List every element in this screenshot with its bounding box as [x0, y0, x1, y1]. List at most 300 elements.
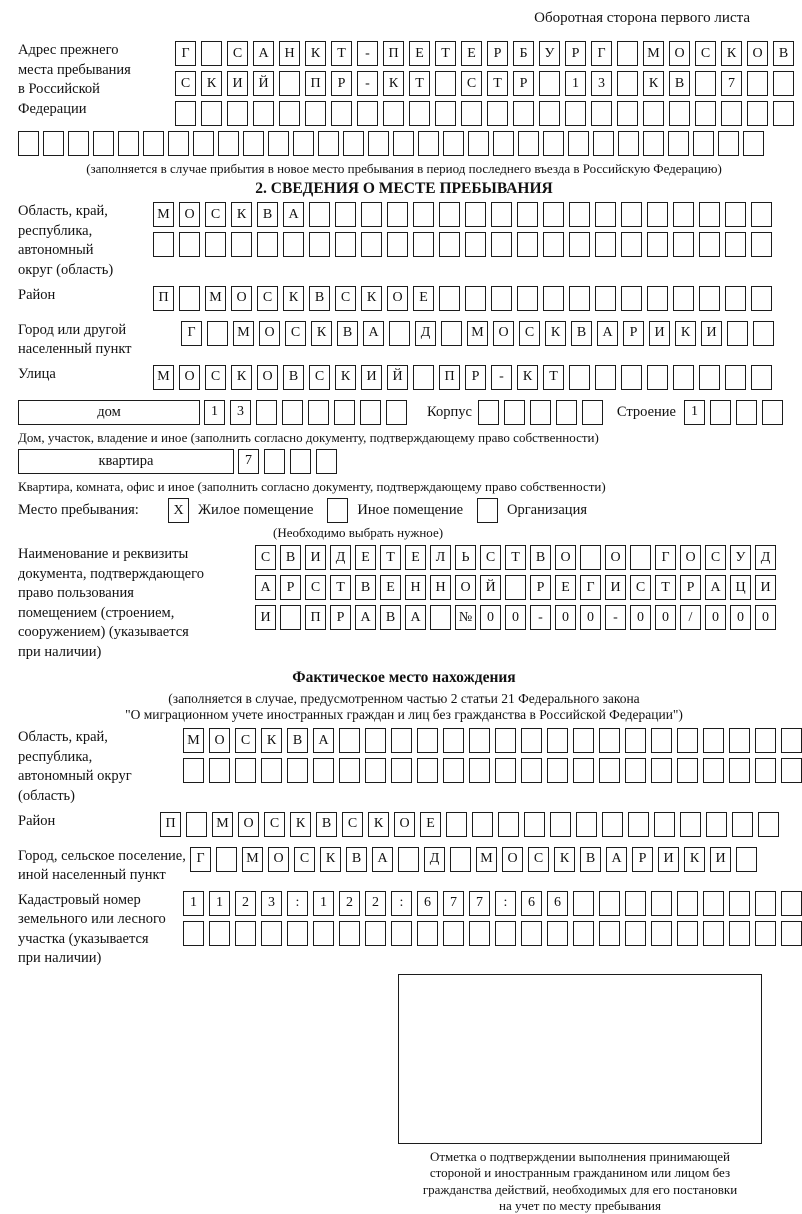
char-cell[interactable]: [580, 545, 601, 570]
char-cell[interactable]: 1: [204, 400, 225, 425]
char-cell[interactable]: [517, 286, 538, 311]
char-cell[interactable]: И: [305, 545, 326, 570]
char-cell[interactable]: Е: [405, 545, 426, 570]
char-cell[interactable]: [703, 728, 724, 753]
char-cell[interactable]: М: [153, 365, 174, 390]
char-cell[interactable]: М: [205, 286, 226, 311]
char-cell[interactable]: С: [227, 41, 248, 66]
char-cell[interactable]: Г: [181, 321, 202, 346]
char-cell[interactable]: 0: [555, 605, 576, 630]
char-cell[interactable]: [469, 921, 490, 946]
char-cell[interactable]: [235, 921, 256, 946]
char-cell[interactable]: [547, 728, 568, 753]
char-cell[interactable]: [721, 101, 742, 126]
char-cell[interactable]: [216, 847, 237, 872]
char-cell[interactable]: 1: [565, 71, 586, 96]
char-cell[interactable]: [383, 101, 404, 126]
char-cell[interactable]: [550, 812, 571, 837]
char-cell[interactable]: [491, 232, 512, 257]
char-cell[interactable]: [732, 812, 753, 837]
char-cell[interactable]: [755, 891, 776, 916]
char-cell[interactable]: [205, 232, 226, 257]
char-cell[interactable]: К: [231, 202, 252, 227]
char-cell[interactable]: О: [259, 321, 280, 346]
char-cell[interactable]: И: [255, 605, 276, 630]
char-cell[interactable]: [751, 232, 772, 257]
char-cell[interactable]: Р: [530, 575, 551, 600]
char-cell[interactable]: [751, 365, 772, 390]
char-cell[interactable]: О: [555, 545, 576, 570]
char-cell[interactable]: А: [597, 321, 618, 346]
char-cell[interactable]: [743, 131, 764, 156]
char-cell[interactable]: К: [675, 321, 696, 346]
char-cell[interactable]: /: [680, 605, 701, 630]
char-cell[interactable]: [647, 202, 668, 227]
char-cell[interactable]: Е: [420, 812, 441, 837]
char-cell[interactable]: П: [153, 286, 174, 311]
char-cell[interactable]: [264, 449, 285, 474]
char-cell[interactable]: В: [773, 41, 794, 66]
char-cell[interactable]: -: [491, 365, 512, 390]
char-cell[interactable]: С: [342, 812, 363, 837]
char-cell[interactable]: [521, 921, 542, 946]
char-cell[interactable]: [729, 758, 750, 783]
char-cell[interactable]: [439, 286, 460, 311]
char-cell[interactable]: [257, 232, 278, 257]
char-cell[interactable]: [287, 758, 308, 783]
char-cell[interactable]: [677, 758, 698, 783]
char-cell[interactable]: [593, 131, 614, 156]
char-cell[interactable]: Т: [330, 575, 351, 600]
char-cell[interactable]: О: [394, 812, 415, 837]
char-cell[interactable]: У: [730, 545, 751, 570]
char-cell[interactable]: [335, 232, 356, 257]
char-cell[interactable]: [729, 728, 750, 753]
char-cell[interactable]: [279, 71, 300, 96]
char-cell[interactable]: [179, 232, 200, 257]
char-cell[interactable]: С: [257, 286, 278, 311]
char-cell[interactable]: [773, 101, 794, 126]
char-cell[interactable]: А: [705, 575, 726, 600]
char-cell[interactable]: [595, 286, 616, 311]
char-cell[interactable]: [287, 921, 308, 946]
char-cell[interactable]: [755, 728, 776, 753]
char-cell[interactable]: С: [205, 202, 226, 227]
char-cell[interactable]: О: [179, 365, 200, 390]
char-cell[interactable]: 3: [230, 400, 251, 425]
char-cell[interactable]: [513, 101, 534, 126]
char-cell[interactable]: 7: [443, 891, 464, 916]
char-cell[interactable]: [334, 400, 355, 425]
char-cell[interactable]: А: [255, 575, 276, 600]
char-cell[interactable]: К: [335, 365, 356, 390]
char-cell[interactable]: О: [231, 286, 252, 311]
char-cell[interactable]: Г: [175, 41, 196, 66]
char-cell[interactable]: [617, 41, 638, 66]
char-cell[interactable]: Т: [380, 545, 401, 570]
char-cell[interactable]: Т: [543, 365, 564, 390]
char-cell[interactable]: К: [231, 365, 252, 390]
char-cell[interactable]: Р: [632, 847, 653, 872]
char-cell[interactable]: Р: [330, 605, 351, 630]
char-cell[interactable]: [651, 758, 672, 783]
char-cell[interactable]: Г: [591, 41, 612, 66]
char-cell[interactable]: Е: [555, 575, 576, 600]
char-cell[interactable]: [491, 286, 512, 311]
char-cell[interactable]: [391, 921, 412, 946]
char-cell[interactable]: [168, 131, 189, 156]
inoe-checkbox[interactable]: [327, 498, 348, 523]
char-cell[interactable]: [153, 232, 174, 257]
char-cell[interactable]: [565, 101, 586, 126]
char-cell[interactable]: [582, 400, 603, 425]
char-cell[interactable]: [389, 321, 410, 346]
char-cell[interactable]: К: [290, 812, 311, 837]
char-cell[interactable]: [651, 728, 672, 753]
char-cell[interactable]: [673, 365, 694, 390]
char-cell[interactable]: [417, 921, 438, 946]
char-cell[interactable]: [547, 921, 568, 946]
char-cell[interactable]: О: [257, 365, 278, 390]
char-cell[interactable]: [469, 728, 490, 753]
char-cell[interactable]: [461, 101, 482, 126]
char-cell[interactable]: [175, 101, 196, 126]
char-cell[interactable]: [617, 71, 638, 96]
char-cell[interactable]: [491, 202, 512, 227]
char-cell[interactable]: [643, 101, 664, 126]
char-cell[interactable]: [290, 449, 311, 474]
char-cell[interactable]: 1: [183, 891, 204, 916]
char-cell[interactable]: Н: [279, 41, 300, 66]
char-cell[interactable]: О: [680, 545, 701, 570]
char-cell[interactable]: В: [316, 812, 337, 837]
char-cell[interactable]: -: [530, 605, 551, 630]
char-cell[interactable]: Н: [430, 575, 451, 600]
char-cell[interactable]: [625, 891, 646, 916]
char-cell[interactable]: [781, 758, 802, 783]
char-cell[interactable]: [573, 728, 594, 753]
char-cell[interactable]: 1: [209, 891, 230, 916]
char-cell[interactable]: [539, 101, 560, 126]
char-cell[interactable]: [478, 400, 499, 425]
char-cell[interactable]: [568, 131, 589, 156]
char-cell[interactable]: К: [368, 812, 389, 837]
char-cell[interactable]: О: [268, 847, 289, 872]
char-cell[interactable]: К: [201, 71, 222, 96]
char-cell[interactable]: [218, 131, 239, 156]
char-cell[interactable]: [747, 101, 768, 126]
char-cell[interactable]: [680, 812, 701, 837]
char-cell[interactable]: С: [309, 365, 330, 390]
char-cell[interactable]: [308, 400, 329, 425]
char-cell[interactable]: [628, 812, 649, 837]
char-cell[interactable]: [505, 575, 526, 600]
char-cell[interactable]: М: [153, 202, 174, 227]
char-cell[interactable]: [387, 202, 408, 227]
char-cell[interactable]: Е: [413, 286, 434, 311]
char-cell[interactable]: -: [605, 605, 626, 630]
char-cell[interactable]: Р: [513, 71, 534, 96]
char-cell[interactable]: [465, 286, 486, 311]
char-cell[interactable]: [699, 232, 720, 257]
char-cell[interactable]: С: [294, 847, 315, 872]
char-cell[interactable]: [647, 286, 668, 311]
char-cell[interactable]: И: [649, 321, 670, 346]
char-cell[interactable]: Д: [755, 545, 776, 570]
char-cell[interactable]: [439, 202, 460, 227]
char-cell[interactable]: [695, 101, 716, 126]
char-cell[interactable]: [318, 131, 339, 156]
char-cell[interactable]: [413, 232, 434, 257]
char-cell[interactable]: [595, 365, 616, 390]
char-cell[interactable]: [439, 232, 460, 257]
char-cell[interactable]: [651, 891, 672, 916]
char-cell[interactable]: [729, 921, 750, 946]
char-cell[interactable]: 0: [580, 605, 601, 630]
char-cell[interactable]: [569, 365, 590, 390]
char-cell[interactable]: [654, 812, 675, 837]
char-cell[interactable]: К: [261, 728, 282, 753]
char-cell[interactable]: [268, 131, 289, 156]
char-cell[interactable]: [43, 131, 64, 156]
char-cell[interactable]: [313, 921, 334, 946]
char-cell[interactable]: [543, 131, 564, 156]
char-cell[interactable]: [643, 131, 664, 156]
char-cell[interactable]: К: [684, 847, 705, 872]
char-cell[interactable]: [495, 921, 516, 946]
char-cell[interactable]: А: [405, 605, 426, 630]
char-cell[interactable]: [599, 758, 620, 783]
char-cell[interactable]: И: [361, 365, 382, 390]
char-cell[interactable]: В: [257, 202, 278, 227]
char-cell[interactable]: 1: [313, 891, 334, 916]
char-cell[interactable]: А: [253, 41, 274, 66]
char-cell[interactable]: Т: [487, 71, 508, 96]
char-cell[interactable]: С: [285, 321, 306, 346]
char-cell[interactable]: Е: [355, 545, 376, 570]
char-cell[interactable]: И: [658, 847, 679, 872]
char-cell[interactable]: [618, 131, 639, 156]
char-cell[interactable]: [443, 758, 464, 783]
char-cell[interactable]: Г: [655, 545, 676, 570]
char-cell[interactable]: [736, 400, 757, 425]
char-cell[interactable]: С: [255, 545, 276, 570]
char-cell[interactable]: [630, 545, 651, 570]
char-cell[interactable]: [201, 41, 222, 66]
char-cell[interactable]: 2: [365, 891, 386, 916]
char-cell[interactable]: Л: [430, 545, 451, 570]
char-cell[interactable]: [699, 365, 720, 390]
char-cell[interactable]: [441, 321, 462, 346]
char-cell[interactable]: [193, 131, 214, 156]
char-cell[interactable]: [758, 812, 779, 837]
char-cell[interactable]: [365, 921, 386, 946]
char-cell[interactable]: С: [695, 41, 716, 66]
char-cell[interactable]: [706, 812, 727, 837]
char-cell[interactable]: [465, 232, 486, 257]
char-cell[interactable]: [524, 812, 545, 837]
char-cell[interactable]: [472, 812, 493, 837]
organizaciya-checkbox[interactable]: [477, 498, 498, 523]
char-cell[interactable]: Й: [387, 365, 408, 390]
char-cell[interactable]: И: [755, 575, 776, 600]
char-cell[interactable]: [339, 728, 360, 753]
char-cell[interactable]: 0: [655, 605, 676, 630]
char-cell[interactable]: [595, 232, 616, 257]
char-cell[interactable]: [243, 131, 264, 156]
char-cell[interactable]: [718, 131, 739, 156]
char-cell[interactable]: [573, 921, 594, 946]
char-cell[interactable]: К: [643, 71, 664, 96]
char-cell[interactable]: [305, 101, 326, 126]
char-cell[interactable]: 7: [238, 449, 259, 474]
char-cell[interactable]: [393, 131, 414, 156]
char-cell[interactable]: К: [545, 321, 566, 346]
char-cell[interactable]: Е: [409, 41, 430, 66]
char-cell[interactable]: [703, 758, 724, 783]
zhiloe-checkbox[interactable]: X: [168, 498, 189, 523]
char-cell[interactable]: 3: [261, 891, 282, 916]
char-cell[interactable]: [235, 758, 256, 783]
char-cell[interactable]: П: [160, 812, 181, 837]
char-cell[interactable]: [569, 232, 590, 257]
char-cell[interactable]: [256, 400, 277, 425]
char-cell[interactable]: [493, 131, 514, 156]
char-cell[interactable]: 0: [755, 605, 776, 630]
char-cell[interactable]: Г: [580, 575, 601, 600]
char-cell[interactable]: О: [238, 812, 259, 837]
char-cell[interactable]: :: [495, 891, 516, 916]
char-cell[interactable]: [443, 728, 464, 753]
char-cell[interactable]: [201, 101, 222, 126]
char-cell[interactable]: К: [283, 286, 304, 311]
char-cell[interactable]: А: [606, 847, 627, 872]
char-cell[interactable]: [309, 232, 330, 257]
char-cell[interactable]: О: [502, 847, 523, 872]
char-cell[interactable]: [599, 728, 620, 753]
char-cell[interactable]: [339, 758, 360, 783]
char-cell[interactable]: О: [605, 545, 626, 570]
char-cell[interactable]: В: [355, 575, 376, 600]
char-cell[interactable]: [517, 232, 538, 257]
char-cell[interactable]: [409, 101, 430, 126]
char-cell[interactable]: О: [747, 41, 768, 66]
char-cell[interactable]: М: [242, 847, 263, 872]
char-cell[interactable]: [183, 758, 204, 783]
char-cell[interactable]: [781, 921, 802, 946]
char-cell[interactable]: [435, 101, 456, 126]
char-cell[interactable]: [699, 286, 720, 311]
char-cell[interactable]: В: [287, 728, 308, 753]
char-cell[interactable]: [335, 202, 356, 227]
char-cell[interactable]: [504, 400, 525, 425]
char-cell[interactable]: [430, 605, 451, 630]
char-cell[interactable]: К: [311, 321, 332, 346]
char-cell[interactable]: С: [264, 812, 285, 837]
char-cell[interactable]: 0: [630, 605, 651, 630]
char-cell[interactable]: А: [372, 847, 393, 872]
char-cell[interactable]: Р: [331, 71, 352, 96]
char-cell[interactable]: [468, 131, 489, 156]
char-cell[interactable]: [339, 921, 360, 946]
char-cell[interactable]: С: [335, 286, 356, 311]
char-cell[interactable]: [253, 101, 274, 126]
char-cell[interactable]: [417, 728, 438, 753]
char-cell[interactable]: [495, 728, 516, 753]
char-cell[interactable]: В: [669, 71, 690, 96]
char-cell[interactable]: [703, 921, 724, 946]
char-cell[interactable]: [261, 758, 282, 783]
char-cell[interactable]: Б: [513, 41, 534, 66]
char-cell[interactable]: [465, 202, 486, 227]
char-cell[interactable]: В: [580, 847, 601, 872]
char-cell[interactable]: [179, 286, 200, 311]
char-cell[interactable]: М: [467, 321, 488, 346]
char-cell[interactable]: Д: [415, 321, 436, 346]
char-cell[interactable]: [591, 101, 612, 126]
char-cell[interactable]: [521, 728, 542, 753]
char-cell[interactable]: [386, 400, 407, 425]
char-cell[interactable]: К: [517, 365, 538, 390]
char-cell[interactable]: [599, 921, 620, 946]
char-cell[interactable]: [343, 131, 364, 156]
char-cell[interactable]: [647, 232, 668, 257]
char-cell[interactable]: [621, 232, 642, 257]
char-cell[interactable]: М: [476, 847, 497, 872]
char-cell[interactable]: В: [280, 545, 301, 570]
char-cell[interactable]: А: [283, 202, 304, 227]
char-cell[interactable]: [647, 365, 668, 390]
char-cell[interactable]: [413, 202, 434, 227]
char-cell[interactable]: Т: [409, 71, 430, 96]
char-cell[interactable]: [762, 400, 783, 425]
char-cell[interactable]: В: [309, 286, 330, 311]
char-cell[interactable]: М: [183, 728, 204, 753]
char-cell[interactable]: [781, 891, 802, 916]
char-cell[interactable]: 3: [591, 71, 612, 96]
char-cell[interactable]: [279, 101, 300, 126]
char-cell[interactable]: П: [305, 71, 326, 96]
char-cell[interactable]: В: [571, 321, 592, 346]
char-cell[interactable]: У: [539, 41, 560, 66]
char-cell[interactable]: Д: [330, 545, 351, 570]
char-cell[interactable]: 6: [417, 891, 438, 916]
char-cell[interactable]: [595, 202, 616, 227]
char-cell[interactable]: [231, 232, 252, 257]
char-cell[interactable]: [573, 758, 594, 783]
char-cell[interactable]: [673, 232, 694, 257]
char-cell[interactable]: П: [383, 41, 404, 66]
char-cell[interactable]: [556, 400, 577, 425]
char-cell[interactable]: Т: [435, 41, 456, 66]
char-cell[interactable]: Р: [280, 575, 301, 600]
char-cell[interactable]: Р: [465, 365, 486, 390]
char-cell[interactable]: Ь: [455, 545, 476, 570]
char-cell[interactable]: [747, 71, 768, 96]
char-cell[interactable]: [576, 812, 597, 837]
char-cell[interactable]: [360, 400, 381, 425]
char-cell[interactable]: [539, 71, 560, 96]
char-cell[interactable]: [543, 202, 564, 227]
char-cell[interactable]: [361, 202, 382, 227]
char-cell[interactable]: [617, 101, 638, 126]
char-cell[interactable]: [547, 758, 568, 783]
char-cell[interactable]: [755, 921, 776, 946]
char-cell[interactable]: 2: [339, 891, 360, 916]
char-cell[interactable]: 0: [705, 605, 726, 630]
char-cell[interactable]: С: [235, 728, 256, 753]
char-cell[interactable]: [365, 728, 386, 753]
